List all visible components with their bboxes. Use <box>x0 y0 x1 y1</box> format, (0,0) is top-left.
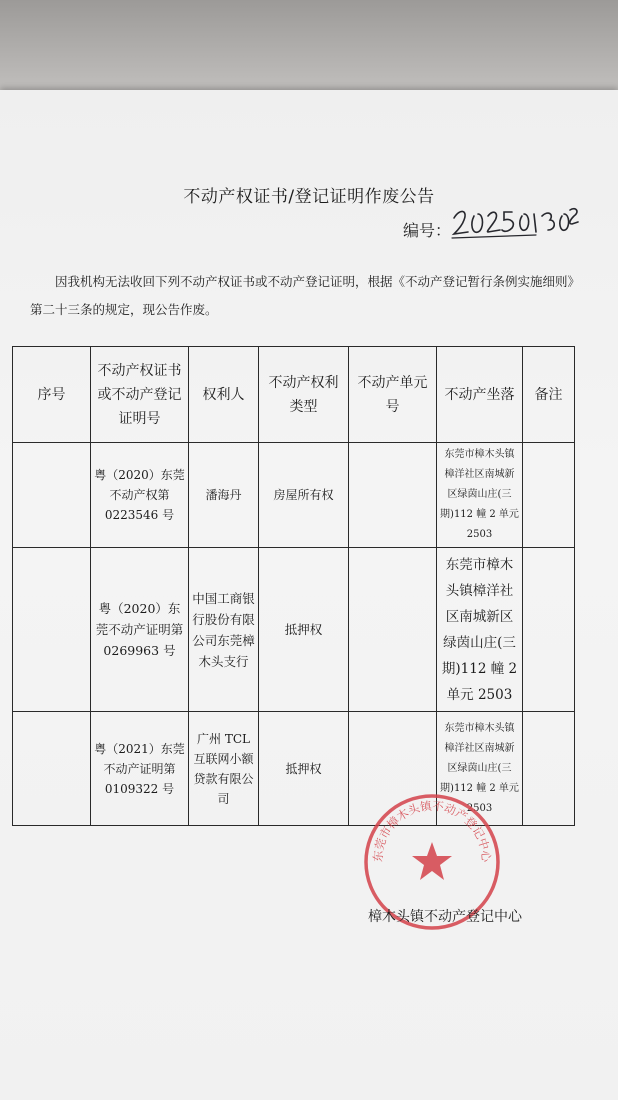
cell-cert-number: 粤（2020）东莞不动产证明第 0269963 号 <box>91 548 189 712</box>
cell-right-type: 抵押权 <box>259 712 349 826</box>
notice-intro: 因我机构无法收回下列不动产权证书或不动产登记证明，根据《不动产登记暂行条例实施细则》第二十三条的规定，现公告作废。 <box>30 274 581 317</box>
header-note: 备注 <box>523 347 575 443</box>
cell-unit-number <box>349 443 437 548</box>
document-title: 不动产权证书/登记证明作废公告 <box>183 187 435 207</box>
cancelled-certificates-table <box>12 346 575 826</box>
cell-unit-number <box>349 548 437 712</box>
header-cert-number: 不动产权证书或不动产登记证明号 <box>91 347 189 443</box>
cell-right-type: 房屋所有权 <box>259 443 349 548</box>
seal-text: 东莞市樟木头镇不动产登记中心 <box>370 798 494 863</box>
cell-seq <box>13 712 91 826</box>
document-number-label: 编号： <box>403 221 452 240</box>
cell-location: 东莞市樟木头镇樟洋社区南城新区绿茵山庄(三期)112 幢 2 单元 2503 <box>437 443 523 548</box>
cell-note <box>523 712 575 826</box>
header-unit-number: 不动产单元号 <box>349 347 437 443</box>
handwritten-document-number <box>450 202 580 242</box>
cell-seq <box>13 443 91 548</box>
table-header-row <box>13 347 575 443</box>
cell-cert-number: 粤（2020）东莞不动产权第 0223546 号 <box>91 443 189 548</box>
cell-holder: 潘海丹 <box>189 443 259 548</box>
table-row <box>13 443 575 548</box>
cell-cert-number: 粤（2021）东莞不动产证明第 0109322 号 <box>91 712 189 826</box>
cell-holder: 中国工商银行股份有限公司东莞樟木头支行 <box>189 548 259 712</box>
document-page <box>0 90 618 1100</box>
header-right-type: 不动产权利类型 <box>259 347 349 443</box>
cell-seq <box>13 548 91 712</box>
cell-holder: 广州 TCL 互联网小额贷款有限公司 <box>189 712 259 826</box>
header-seq: 序号 <box>13 347 91 443</box>
background-desk <box>0 0 618 100</box>
table-row <box>13 548 575 712</box>
cell-location: 东莞市樟木头镇樟洋社区南城新区绿茵山庄(三期)112 幢 2 单元 2503 <box>437 548 523 712</box>
cell-right-type: 抵押权 <box>259 548 349 712</box>
header-holder: 权利人 <box>189 347 259 443</box>
header-location: 不动产坐落 <box>437 347 523 443</box>
cell-note <box>523 548 575 712</box>
issuing-office: 樟木头镇不动产登记中心 <box>368 909 522 925</box>
cell-note <box>523 443 575 548</box>
cell-location: 东莞市樟木头镇樟洋社区南城新区绿茵山庄(三期)112 幢 2 单元 2503 <box>437 712 523 826</box>
